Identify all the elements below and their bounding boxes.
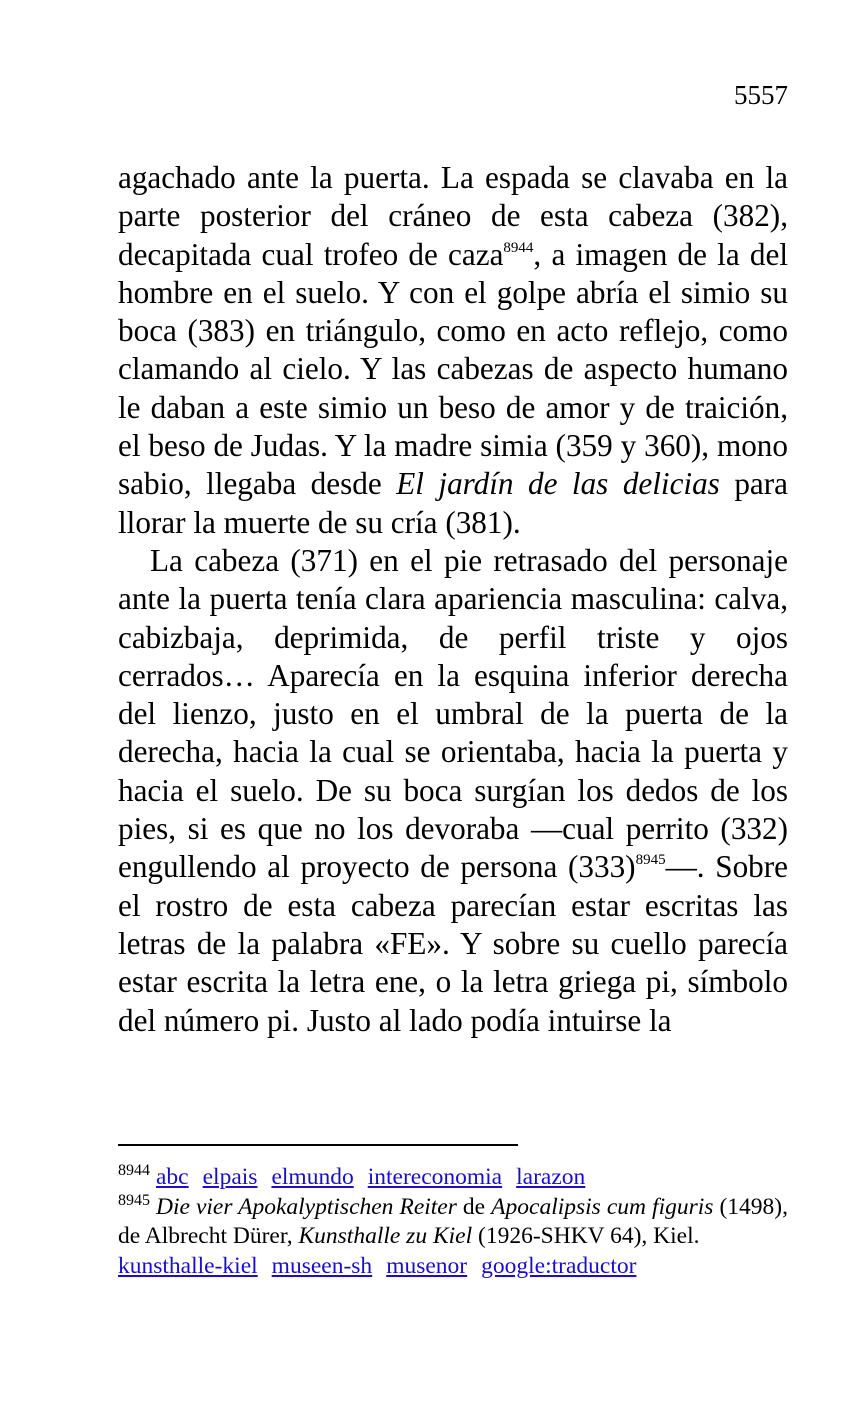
footnote-divider <box>118 1144 518 1146</box>
link-google-traductor[interactable]: google:traductor <box>481 1252 637 1279</box>
footnotes <box>118 1163 788 1281</box>
paragraph-2 <box>118 542 788 1040</box>
paragraph-2-text-a: La cabeza (371) en el pie retrasado del personaje ante la puerta tenía clara apariencia masculina: calva, cabizbaja, deprimida, de perfil triste y ojos cerrados… Aparecía en la esquina inferior derecha del lienzo, justo en el umbral de la puerta de la derecha, hacia la cual se orientaba, hacia la puerta y hacia el suelo. De su boca surgían los dedos de los pies, si es que no los devoraba —cual perrito (332) engullendo al proyecto de persona (333) <box>118 542 788 885</box>
footnote-text-2: (1498), de Albrecht Dürer, <box>118 1193 789 1249</box>
paragraph-1 <box>118 159 788 542</box>
link-abc[interactable]: abc <box>156 1164 189 1190</box>
footnote-title-1: Die vier Apokalyptischen Reiter <box>156 1193 457 1220</box>
footnote-ref-8944[interactable]: 8944 <box>503 239 534 256</box>
paragraph-1-text-a: agachado ante la puerta. La espada se clavaba en la parte posterior del cráneo de esta cabeza (382), decapitada cual trofeo de caza <box>118 160 788 272</box>
footnote-number: 8945 <box>118 1191 150 1209</box>
paragraph-1-text-c: para llorar la muerte de su cría (381). <box>118 466 788 540</box>
footnote-8945-links <box>118 1252 788 1282</box>
body-text <box>118 159 788 1040</box>
link-larazon[interactable]: larazon <box>516 1164 586 1190</box>
paragraph-2-text-b: —. Sobre el rostro de esta cabeza parecían estar escritas las letras de la palabra «FE». Y sobre su cuello parecía estar escrita la letra ene, o la letra griega pi, símbolo del número pi. Justo al lado podía intuirse la <box>118 849 788 1038</box>
paragraph-1-text-b: , a imagen de la del hombre en el suelo. Y con el golpe abría el simio su boca (383) en triángulo, como en acto reflejo, como clamando al cielo. Y las cabezas de aspecto humano le daban a este simio un beso de amor y de traición, el beso de Judas. Y la madre simia (359 y 360), mono sabio, llegaba desde <box>118 236 788 502</box>
link-intereconomia[interactable]: intereconomia <box>367 1164 503 1190</box>
footnote-8945 <box>118 1193 788 1252</box>
link-museen-sh[interactable]: museen-sh <box>271 1252 373 1279</box>
footnote-text-1: de <box>456 1193 492 1220</box>
link-elpais[interactable]: elpais <box>202 1164 258 1190</box>
footnote-title-2: Apocalipsis cum figuris <box>491 1193 714 1220</box>
link-kunsthalle-kiel[interactable]: kunsthalle-kiel <box>118 1252 258 1279</box>
page-number: 5557 <box>734 80 788 110</box>
footnote-number: 8944 <box>118 1162 150 1179</box>
footnote-title-3: Kunsthalle zu Kiel <box>298 1223 473 1249</box>
footnote-text-3: (1926-SHKV 64), Kiel. <box>472 1223 700 1249</box>
artwork-title: El jardín de las delicias <box>396 466 720 502</box>
link-musenor[interactable]: musenor <box>386 1252 468 1279</box>
link-elmundo[interactable]: elmundo <box>271 1164 354 1190</box>
footnote-8944 <box>118 1163 788 1193</box>
footnote-ref-8945[interactable]: 8945 <box>635 852 666 869</box>
